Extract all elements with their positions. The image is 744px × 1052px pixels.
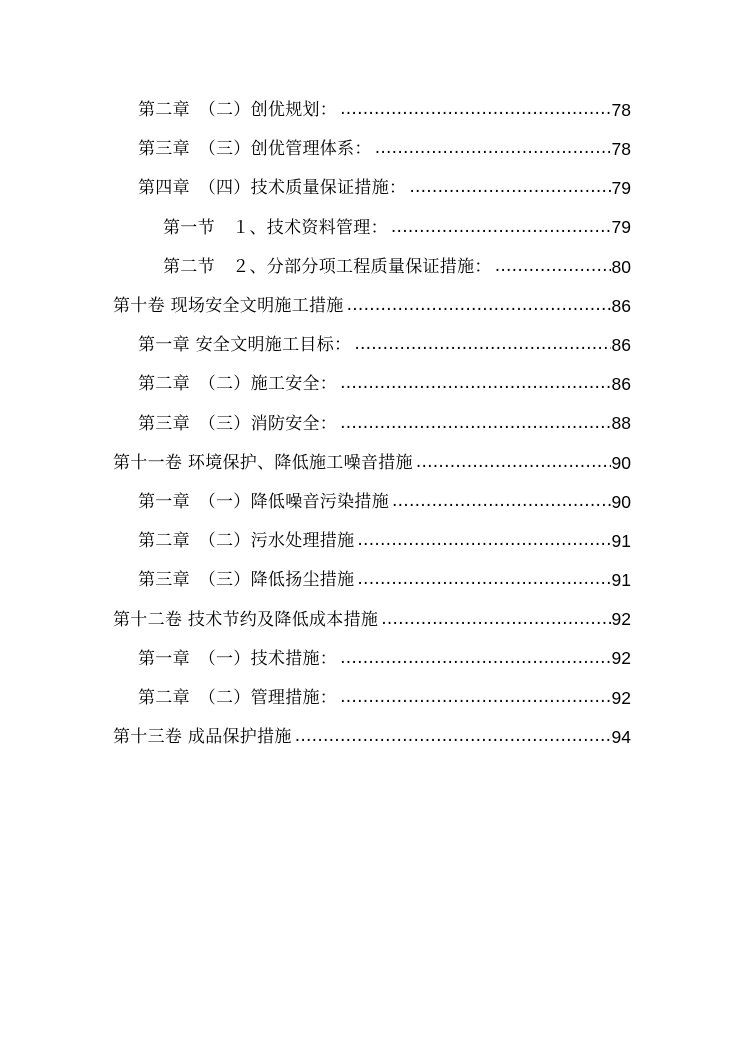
toc-page-number: 78 xyxy=(611,139,631,160)
toc-entry-chapter[interactable] xyxy=(0,91,744,130)
toc-entry-title: 第十一卷 环境保护、降低施工噪音措施 xyxy=(113,452,413,473)
toc-dot-leader xyxy=(357,572,610,589)
toc-entry-chapter[interactable] xyxy=(0,365,744,404)
toc-entry-chapter[interactable] xyxy=(0,405,744,444)
toc-entry-title: 第三章 （三）创优管理体系： xyxy=(138,139,372,160)
toc-entry-title: 第十三卷 成品保护措施 xyxy=(113,727,292,748)
toc-page-number: 79 xyxy=(611,178,631,199)
toc-dot-leader xyxy=(354,337,610,354)
toc-entry-chapter[interactable] xyxy=(0,169,744,208)
toc-dot-leader xyxy=(391,220,611,237)
toc-entry-chapter[interactable] xyxy=(0,483,744,522)
toc-entry-volume[interactable] xyxy=(0,718,744,757)
toc-dot-leader xyxy=(340,376,610,393)
toc-page-number: 79 xyxy=(611,217,631,238)
toc-entry-title: 第二章 （二）施工安全： xyxy=(138,374,338,395)
toc-entry-section[interactable] xyxy=(0,209,744,248)
toc-dot-leader xyxy=(375,141,611,158)
toc-entry-volume[interactable] xyxy=(0,444,744,483)
toc-page-number: 86 xyxy=(611,295,631,316)
toc-entry-chapter[interactable] xyxy=(0,640,744,679)
toc-page-number: 90 xyxy=(611,452,631,473)
toc-entry-section[interactable] xyxy=(0,248,744,287)
toc-dot-leader xyxy=(347,298,611,315)
toc-entry-chapter[interactable] xyxy=(0,130,744,169)
toc-entry-chapter[interactable] xyxy=(0,561,744,600)
toc-dot-leader xyxy=(495,259,611,276)
toc-dot-leader xyxy=(392,494,611,511)
toc-entry-title: 第一章 （一）降低噪音污染措施 xyxy=(138,491,389,512)
toc-entry-chapter[interactable] xyxy=(0,522,744,561)
toc-page-number: 78 xyxy=(611,99,631,120)
toc-dot-leader xyxy=(295,729,611,746)
toc-page-number: 92 xyxy=(611,687,631,708)
toc-dot-leader xyxy=(381,612,610,629)
toc-entry-volume[interactable] xyxy=(0,600,744,639)
toc-dot-leader xyxy=(357,533,610,550)
toc-entry-title: 第二章 （二）管理措施： xyxy=(138,687,338,708)
toc-page-number: 94 xyxy=(611,726,631,747)
toc-entry-title: 第二章 （二）污水处理措施 xyxy=(138,531,355,552)
toc-entry-title: 第一章 （一）技术措施： xyxy=(138,648,338,669)
toc-dot-leader xyxy=(340,651,610,668)
toc-entry-chapter[interactable] xyxy=(0,679,744,718)
toc-page-number: 91 xyxy=(611,570,631,591)
toc-entry-title: 第一章 安全文明施工目标： xyxy=(138,335,352,356)
toc-page-number: 86 xyxy=(611,374,631,395)
toc-entry-chapter[interactable] xyxy=(0,326,744,365)
toc-entry-title: 第三章 （三）消防安全： xyxy=(138,413,338,434)
toc-entry-title: 第二节 ２、分部分项工程质量保证措施： xyxy=(163,256,492,277)
toc-page-number: 80 xyxy=(611,256,631,277)
toc-page-number: 90 xyxy=(611,491,631,512)
toc-page-number: 86 xyxy=(611,334,631,355)
toc-entry-title: 第一节 １、技术资料管理： xyxy=(163,217,388,238)
toc-page-number: 92 xyxy=(611,648,631,669)
toc-dot-leader xyxy=(340,416,610,433)
toc-dot-leader xyxy=(416,455,611,472)
toc-dot-leader xyxy=(340,690,610,707)
toc-entry-volume[interactable] xyxy=(0,287,744,326)
table-of-contents xyxy=(0,91,744,757)
toc-dot-leader xyxy=(340,102,610,119)
toc-entry-title: 第四章 （四）技术质量保证措施： xyxy=(138,178,407,199)
toc-entry-title: 第二章 （二）创优规划： xyxy=(138,100,338,121)
toc-page-number: 91 xyxy=(611,530,631,551)
toc-entry-title: 第三章 （三）降低扬尘措施 xyxy=(138,570,355,591)
toc-page-number: 88 xyxy=(611,413,631,434)
toc-dot-leader xyxy=(409,180,610,197)
toc-entry-title: 第十卷 现场安全文明施工措施 xyxy=(113,296,344,317)
toc-entry-title: 第十二卷 技术节约及降低成本措施 xyxy=(113,609,379,630)
toc-page-number: 92 xyxy=(611,609,631,630)
